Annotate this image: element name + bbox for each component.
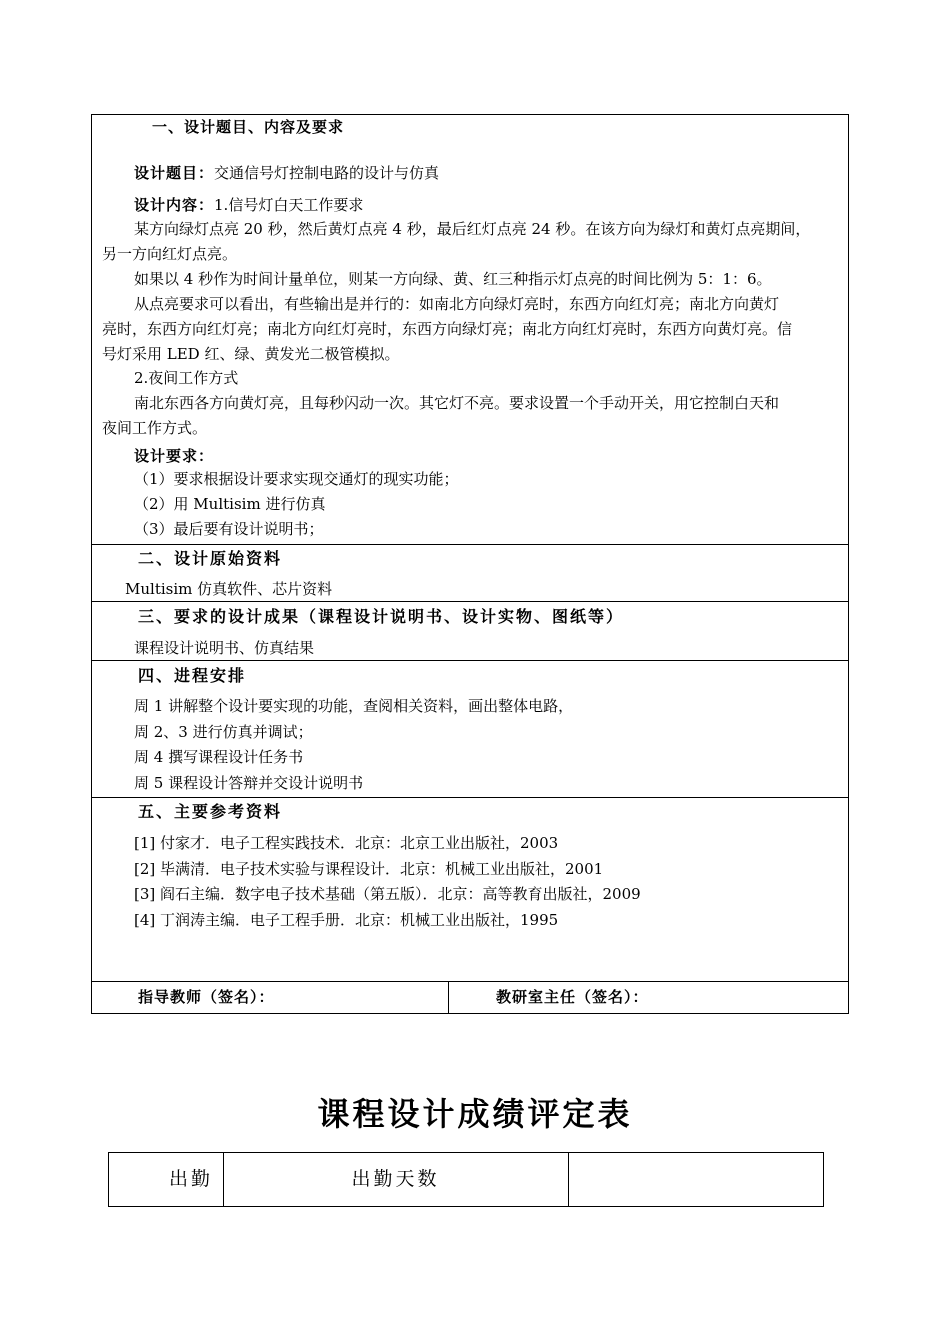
requirement-2: （2）用 Multisim 进行仿真 <box>134 495 326 513</box>
signature-row <box>92 981 848 1014</box>
attendance-label: 出勤 <box>169 1168 214 1190</box>
grade-table <box>108 1152 824 1207</box>
content-row <box>134 195 363 215</box>
topic-value: 交通信号灯控制电路的设计与仿真 <box>214 164 440 182</box>
section2-heading: 二、设计原始资料 <box>138 549 283 568</box>
para4-line1: 南北东西各方向黄灯亮，且每秒闪动一次。其它灯不亮。要求设置一个手动开关，用它控制白天和 <box>134 394 780 412</box>
section2 <box>92 544 848 602</box>
attendance-days-value[interactable] <box>569 1153 823 1206</box>
section3 <box>92 601 848 661</box>
content-label: 设计内容： <box>134 196 215 214</box>
section5 <box>92 797 848 982</box>
schedule-line: 周 1 讲解整个设计要实现的功能，查阅相关资料，画出整体电路， <box>134 697 574 715</box>
topic-row <box>134 163 439 183</box>
para3-line3: 号灯采用 LED 红、绿、黄发光二极管模拟。 <box>102 345 400 363</box>
attendance-days-label: 出勤天数 <box>351 1168 440 1190</box>
requirements-label: 设计要求： <box>134 447 215 465</box>
para3-line2: 亮时，东西方向红灯亮；南北方向红灯亮时，东西方向绿灯亮；南北方向红灯亮时，东西方向黄灯亮。信 <box>102 320 793 338</box>
para1-line1: 某方向绿灯点亮 20 秒，然后黄灯点亮 4 秒，最后红灯点亮 24 秒。在该方向为绿灯和黄灯点亮期间， <box>134 220 811 238</box>
schedule-line: 周 4 撰写课程设计任务书 <box>134 748 304 766</box>
director-signature-label: 教研室主任（签名）： <box>496 988 649 1006</box>
section3-heading: 三、要求的设计成果（课程设计说明书、设计实物、图纸等） <box>138 607 625 626</box>
advisor-signature-label: 指导教师（签名）： <box>138 988 275 1006</box>
reference-item: [1] 付家才．电子工程实践技术．北京：北京工业出版社，2003 <box>134 834 559 852</box>
para1-line2: 另一方向红灯点亮。 <box>102 245 238 263</box>
reference-item: [3] 阎石主编．数字电子技术基础（第五版）．北京：高等教育出版社，2009 <box>134 885 641 903</box>
para2: 如果以 4 秒作为时间计量单位，则某一方向绿、黄、红三种指示灯点亮的时间比例为 5：1：6。 <box>134 270 772 288</box>
requirement-1: （1）要求根据设计要求实现交通灯的现实功能； <box>134 470 459 488</box>
section1-heading: 一、设计题目、内容及要求 <box>152 118 345 136</box>
reference-item: [4] 丁润涛主编．电子工程手册．北京：机械工业出版社，1995 <box>134 911 559 929</box>
topic-label: 设计题目： <box>134 164 215 182</box>
task-form <box>91 114 849 1014</box>
para4-line2: 夜间工作方式。 <box>102 419 208 437</box>
section4-heading: 四、进程安排 <box>138 666 247 685</box>
content-item2: 2.夜间工作方式 <box>134 369 239 387</box>
content-item1: 1.信号灯白天工作要求 <box>214 196 364 214</box>
signature-divider <box>448 982 449 1014</box>
reference-item: [2] 毕满清．电子技术实验与课程设计．北京：机械工业出版社，2001 <box>134 860 604 878</box>
section2-body: Multisim 仿真软件、芯片资料 <box>125 580 333 598</box>
section5-heading: 五、主要参考资料 <box>138 802 283 821</box>
grade-table-title: 课程设计成绩评定表 <box>317 1095 633 1133</box>
schedule-line: 周 2、3 进行仿真并调试； <box>134 723 313 741</box>
section4 <box>92 660 848 798</box>
requirement-3: （3）最后要有设计说明书； <box>134 520 324 538</box>
para3-line1: 从点亮要求可以看出，有些输出是并行的：如南北方向绿灯亮时，东西方向红灯亮；南北方向黄灯 <box>134 295 780 313</box>
schedule-line: 周 5 课程设计答辩并交设计说明书 <box>134 774 364 792</box>
section3-body: 课程设计说明书、仿真结果 <box>134 639 315 657</box>
